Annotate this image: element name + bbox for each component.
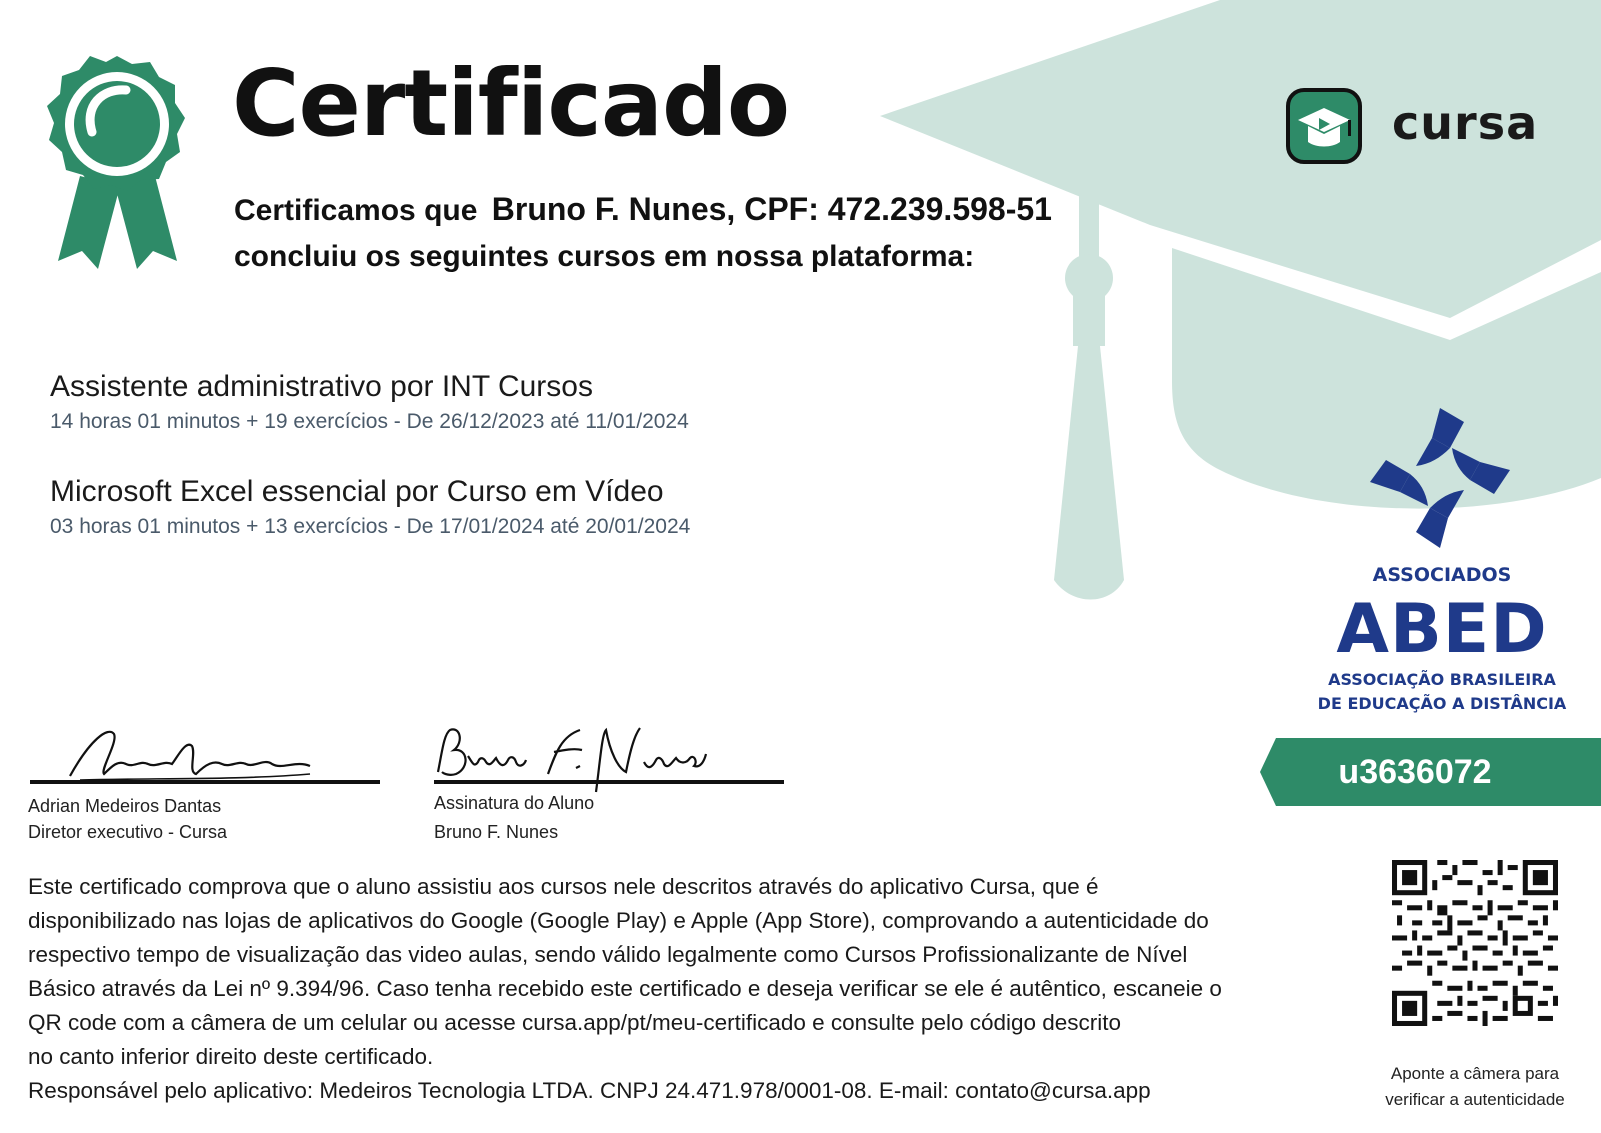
certification-statement: [234, 186, 1052, 280]
student-name: Bruno F. Nunes: [434, 822, 559, 842]
abed-emblem-icon: [1370, 408, 1510, 548]
student-signature-line: [434, 780, 784, 784]
student-identity: Bruno F. Nunes, CPF: 472.239.598-51: [491, 191, 1052, 227]
legal-text-line: disponibilizado nas lojas de aplicativos do Google (Google Play) e Apple (App Store), comprovando a autenticidade do: [28, 908, 1209, 933]
course-detail: 14 horas 01 minutos + 19 exercícios - De 26/12/2023 até 11/01/2024: [50, 410, 689, 433]
legal-text-line: Responsável pelo aplicativo: Medeiros Tecnologia LTDA. CNPJ 24.471.978/0001-08. E-mail: contato@cursa.app: [28, 1078, 1151, 1103]
certificate-legal-text: [28, 870, 1328, 1108]
director-name: Adrian Medeiros Dantas: [28, 796, 222, 816]
student-signature-label: Assinatura do Aluno: [434, 793, 595, 813]
legal-text-line: no canto inferior direito deste certificado.: [28, 1044, 434, 1069]
intro-prefix: Certificamos que: [234, 194, 478, 227]
abed-associados: ASSOCIADOS: [1372, 564, 1512, 586]
director-signature-line: [30, 780, 380, 784]
qr-caption-line1: Aponte a câmera para: [1390, 1064, 1560, 1083]
intro-line-2: concluiu os seguintes cursos em nossa plataforma:: [234, 240, 975, 273]
legal-text-line: Este certificado comprova que o aluno assistiu aos cursos nele descritos através do aplicativo Cursa, que é: [28, 874, 1099, 899]
course-item: [50, 475, 690, 539]
cursa-logo-text: cursa: [1392, 96, 1539, 150]
graduation-play-icon: [1286, 88, 1362, 164]
award-ribbon-icon: [40, 56, 195, 276]
certificate-title: Certificado: [232, 50, 790, 157]
legal-text-line: QR code com a câmera de um celular ou acesse cursa.app/pt/meu-certificado e consulte pelo código descrito: [28, 1010, 1122, 1035]
certificate-code: u3636072: [1338, 753, 1492, 791]
qr-code[interactable]: [1392, 860, 1558, 1026]
legal-text-line: respectivo tempo de visualização das video aulas, sendo válido legalmente como Cursos Profissionalizante de Nível: [28, 942, 1188, 967]
course-title: Assistente administrativo por INT Cursos: [50, 370, 593, 403]
abed-full-name-line1: ASSOCIAÇÃO BRASILEIRA: [1328, 670, 1556, 689]
course-item: [50, 370, 689, 434]
course-detail: 03 horas 01 minutos + 13 exercícios - De 17/01/2024 até 20/01/2024: [50, 515, 691, 538]
student-signature: [430, 722, 710, 802]
course-title: Microsoft Excel essencial por Curso em Vídeo: [50, 475, 664, 508]
director-role: Diretor executivo - Cursa: [28, 822, 228, 842]
abed-full-name-line2: DE EDUCAÇÃO A DISTÂNCIA: [1317, 694, 1567, 713]
qr-caption-line2: verificar a autenticidade: [1385, 1090, 1565, 1109]
legal-text-line: Básico através da Lei nº 9.394/96. Caso tenha recebido este certificado e deseja verificar se ele é autêntico, escaneie o: [28, 976, 1222, 1001]
abed-name: ABED: [1336, 590, 1548, 669]
